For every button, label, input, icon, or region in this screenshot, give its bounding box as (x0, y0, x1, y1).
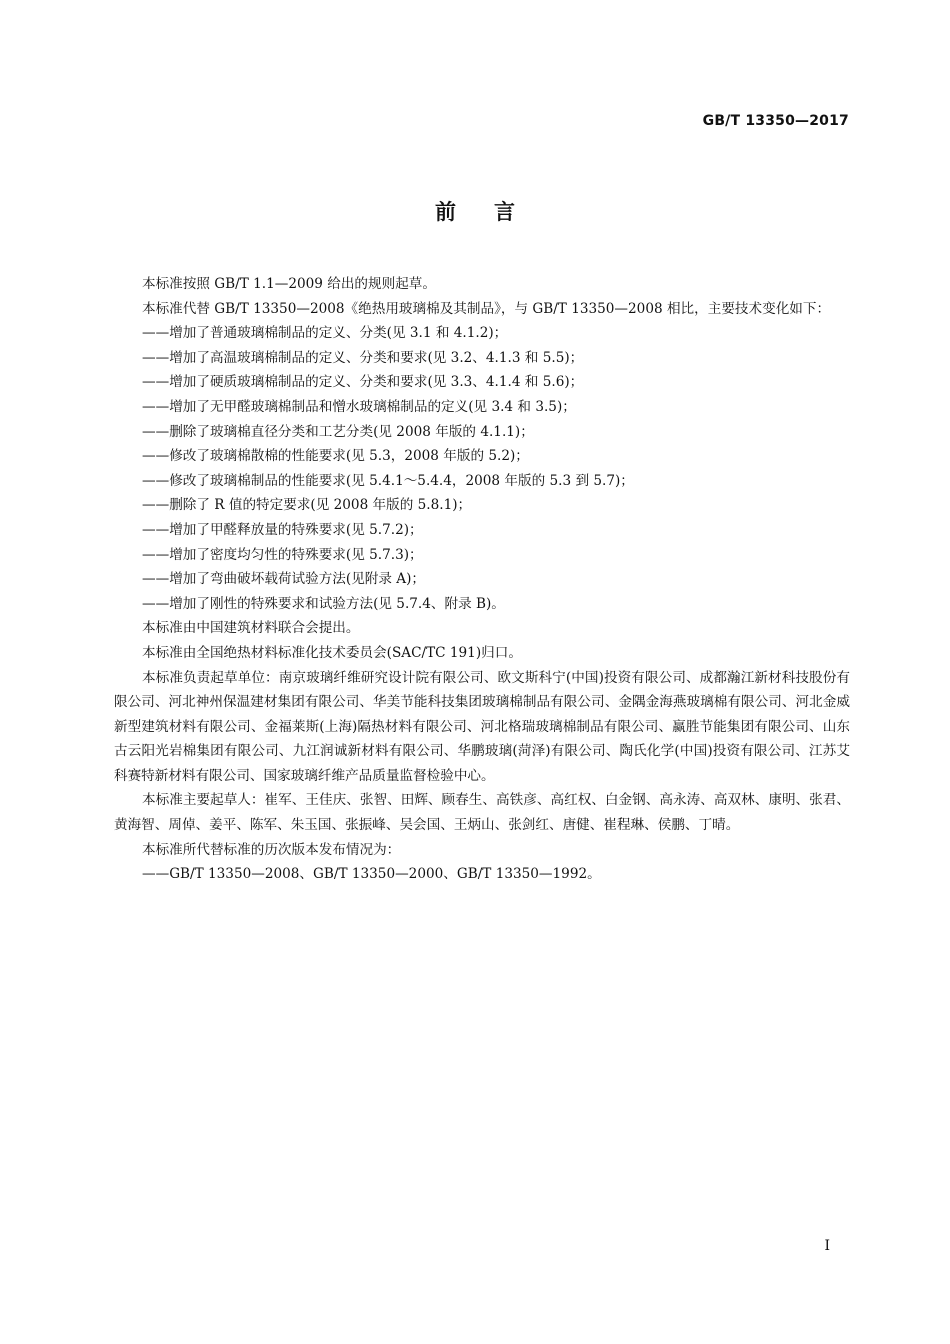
paragraph-centralized-by: 本标准由全国绝热材料标准化技术委员会(SAC/TC 191)归口。 (142, 644, 522, 661)
change-item: ——增加了刚性的特殊要求和试验方法(见 5.7.4、附录 B)。 (142, 595, 505, 612)
paragraph-drafting-rules: 本标准按照 GB/T 1.1—2009 给出的规则起草。 (142, 276, 436, 292)
standard-code: GB/T 13350—2017 (702, 113, 849, 129)
paragraph-history-intro: 本标准所代替标准的历次版本发布情况为： (142, 841, 401, 858)
page-title: 前言 (435, 200, 553, 224)
change-item: ——删除了 R 值的特定要求(见 2008 年版的 5.8.1)； (142, 497, 472, 514)
paragraph-proposed-by: 本标准由中国建筑材料联合会提出。 (142, 620, 360, 637)
foreword-body (114, 272, 850, 887)
change-item: ——增加了硬质玻璃棉制品的定义、分类和要求(见 3.3、4.1.4 和 5.6)； (142, 374, 584, 391)
change-item: ——增加了普通玻璃棉制品的定义、分类(见 3.1 和 4.1.2)； (142, 325, 508, 342)
paragraph-replacement: 本标准代替 GB/T 13350—2008《绝热用玻璃棉及其制品》，与 GB/T 13350—2008 相比，主要技术变化如下： (142, 300, 831, 317)
change-item: ——修改了玻璃棉散棉的性能要求(见 5.3，2008 年版的 5.2)； (142, 448, 529, 465)
change-item: ——修改了玻璃棉制品的性能要求(见 5.4.1～5.4.4，2008 年版的 5.3 到 5.7)； (142, 472, 634, 489)
paragraph-drafters: 本标准主要起草人：崔军、王佳庆、张智、田辉、顾春生、高铁彦、高红权、白金钢、高永涛、高双林、康明、张君、黄海智、周倬、姜平、陈军、朱玉国、张振峰、吴会国、王炳山、张剑红、唐健、崔程琳、侯鹏、丁晴。 (114, 792, 850, 834)
page-number: I (824, 1238, 830, 1254)
change-item: ——增加了高温玻璃棉制品的定义、分类和要求(见 3.2、4.1.3 和 5.5)； (142, 349, 584, 366)
change-item: ——删除了玻璃棉直径分类和工艺分类(见 2008 年版的 4.1.1)； (142, 423, 534, 440)
change-item: ——增加了密度均匀性的特殊要求(见 5.7.3)； (142, 546, 423, 563)
paragraph-drafting-units: 本标准负责起草单位：南京玻璃纤维研究设计院有限公司、欧文斯科宁(中国)投资有限公司、成都瀚江新材科技股份有限公司、河北神州保温建材集团有限公司、华美节能科技集团玻璃棉制品有限公司、金隅金海燕玻璃棉有限公司、河北金威新型建筑材料有限公司、金福莱斯(上海)隔热材料有限公司、河北格瑞玻璃棉制品有限公司、赢胜节能集团有限公司、山东古云阳光岩棉集团有限公司、九江润诚新材料有限公司、华鹏玻璃(菏泽)有限公司、陶氏化学(中国)投资有限公司、江苏艾科赛特新材料有限公司、国家玻璃纤维产品质量监督检验中心。 (114, 669, 850, 784)
change-item: ——增加了甲醛释放量的特殊要求(见 5.7.2)； (142, 521, 423, 538)
change-item: ——增加了无甲醛玻璃棉制品和憎水玻璃棉制品的定义(见 3.4 和 3.5)； (142, 398, 576, 415)
history-versions: ——GB/T 13350—2008、GB/T 13350—2000、GB/T 13350—1992。 (142, 866, 601, 883)
change-item: ——增加了弯曲破坏载荷试验方法(见附录 A)； (142, 571, 426, 588)
